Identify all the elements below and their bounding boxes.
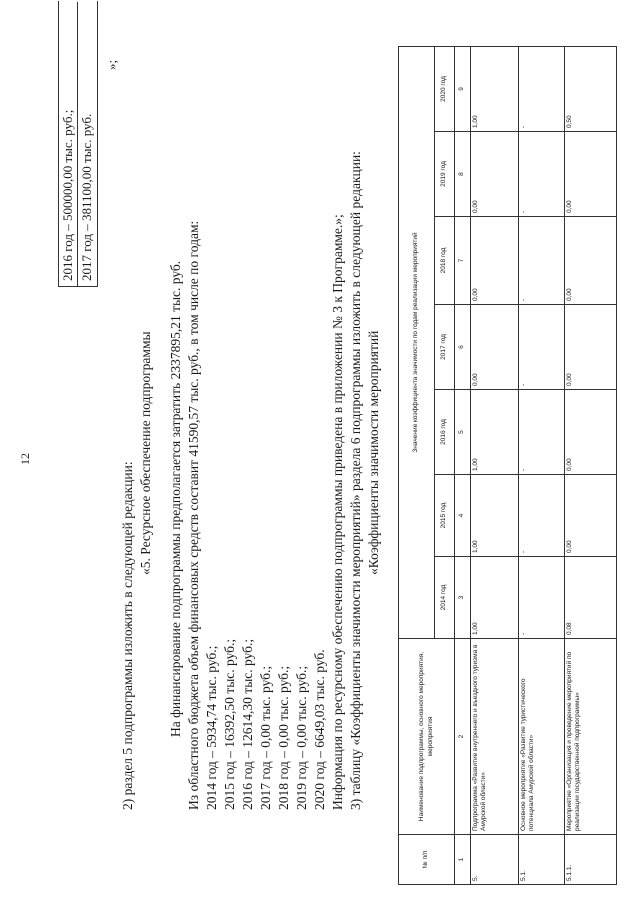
section-title: «5. Ресурсное обеспечение подпрограммы <box>138 331 153 575</box>
column-number: 2 <box>455 639 471 835</box>
table-row <box>565 46 617 884</box>
table-row <box>519 46 565 884</box>
header-name: Наименование подпрограммы, основного мероприятия, мероприятия <box>399 639 455 835</box>
column-number: 8 <box>455 132 471 217</box>
row-value: - <box>519 305 565 390</box>
row-value: - <box>519 390 565 475</box>
year-line: 2020 год – 6649,03 тыс. руб. <box>312 649 327 810</box>
column-number: 9 <box>455 46 471 131</box>
header-year-group: Значение коэффициента значимости по годам реализации мероприятий <box>399 46 435 638</box>
row-value: 0,00 <box>565 132 617 217</box>
year-line: 2017 год – 0,00 тыс. руб.; <box>258 665 273 810</box>
row-value: 0,00 <box>565 390 617 475</box>
column-number-row <box>455 46 471 884</box>
column-number: 3 <box>455 557 471 639</box>
row-value: 0,00 <box>565 217 617 305</box>
page-number: 12 <box>18 453 32 465</box>
year-line: 2014 год – 5934,74 тыс. руб.; <box>204 645 219 810</box>
row-value: 0,00 <box>471 132 519 217</box>
row-value: 1,00 <box>471 557 519 639</box>
header-year: 2020 год <box>435 46 455 131</box>
row-number: 5. <box>471 835 519 885</box>
year-line: 2018 год – 0,00 тыс. руб.; <box>276 665 291 810</box>
row-value: - <box>519 132 565 217</box>
header-year: 2014 год <box>435 557 455 639</box>
row-value: 0,00 <box>565 305 617 390</box>
column-number: 7 <box>455 217 471 305</box>
row-name: Основное мероприятие «Развитие туристического потенциала Амурской области» <box>519 639 565 835</box>
header-year: 2016 год <box>435 390 455 475</box>
header-number: № п/п <box>399 835 455 885</box>
column-number: 1 <box>455 835 471 885</box>
row-value: 1,00 <box>471 390 519 475</box>
item-2-text: 2) раздел 5 подпрограммы изложить в следующей редакции: <box>120 461 135 810</box>
header-year: 2017 год <box>435 305 455 390</box>
info-text: Информация по ресурсному обеспечению подпрограммы приведена в приложении № 3 к Программе.»; <box>330 214 345 810</box>
year-line: 2019 год – 0,00 тыс. руб.; <box>294 665 309 810</box>
row-value: 1,00 <box>471 46 519 131</box>
significance-table <box>398 46 617 885</box>
row-value: 0,00 <box>471 305 519 390</box>
item-3-text: 3) таблицу «Коэффициенты значимости мероприятий» раздела 6 подпрограммы изложить в следующей редакции: <box>348 151 363 810</box>
row-value: 0,50 <box>565 46 617 131</box>
header-year: 2018 год <box>435 217 455 305</box>
top-fragment-line-1: 2016 год – 500000,00 тыс. руб.; <box>60 109 75 281</box>
row-value: - <box>519 46 565 131</box>
row-number: 5.1.1. <box>565 835 617 885</box>
row-number: 5.1. <box>519 835 565 885</box>
closing-mark: »; <box>104 59 119 70</box>
financing-text: На финансирование подпрограммы предполагается затратить 2337895,21 тыс. руб. <box>168 260 183 737</box>
column-number: 6 <box>455 305 471 390</box>
row-value: 0,08 <box>565 557 617 639</box>
top-fragment-line-2: 2017 год – 381100,00 тыс. руб. <box>79 113 94 281</box>
table-row <box>471 46 519 884</box>
row-value: 1,00 <box>471 475 519 557</box>
row-value: 0,00 <box>471 217 519 305</box>
column-number: 5 <box>455 390 471 475</box>
year-line: 2015 год – 16392,50 тыс. руб.; <box>222 638 237 810</box>
row-value: - <box>519 217 565 305</box>
row-name: Подпрограмма «Развитие внутреннего и въездного туризма в Амурской области» <box>471 639 519 835</box>
table-title: «Коэффициенты значимости мероприятий <box>366 330 381 575</box>
header-year: 2015 год <box>435 475 455 557</box>
header-year: 2019 год <box>435 132 455 217</box>
row-value: - <box>519 557 565 639</box>
column-number: 4 <box>455 475 471 557</box>
regional-budget-text: Из областного бюджета объем финансовых средств составит 41590,57 тыс. руб., в том числе по годам: <box>186 220 201 810</box>
row-value: 0,00 <box>565 475 617 557</box>
top-fragment-divider <box>77 2 78 287</box>
row-value: - <box>519 475 565 557</box>
row-name: Мероприятие «Организация и проведение мероприятий по реализации государственной подпрограммы» <box>565 639 617 835</box>
year-line: 2016 год – 12614,30 тыс. руб.; <box>240 638 255 810</box>
